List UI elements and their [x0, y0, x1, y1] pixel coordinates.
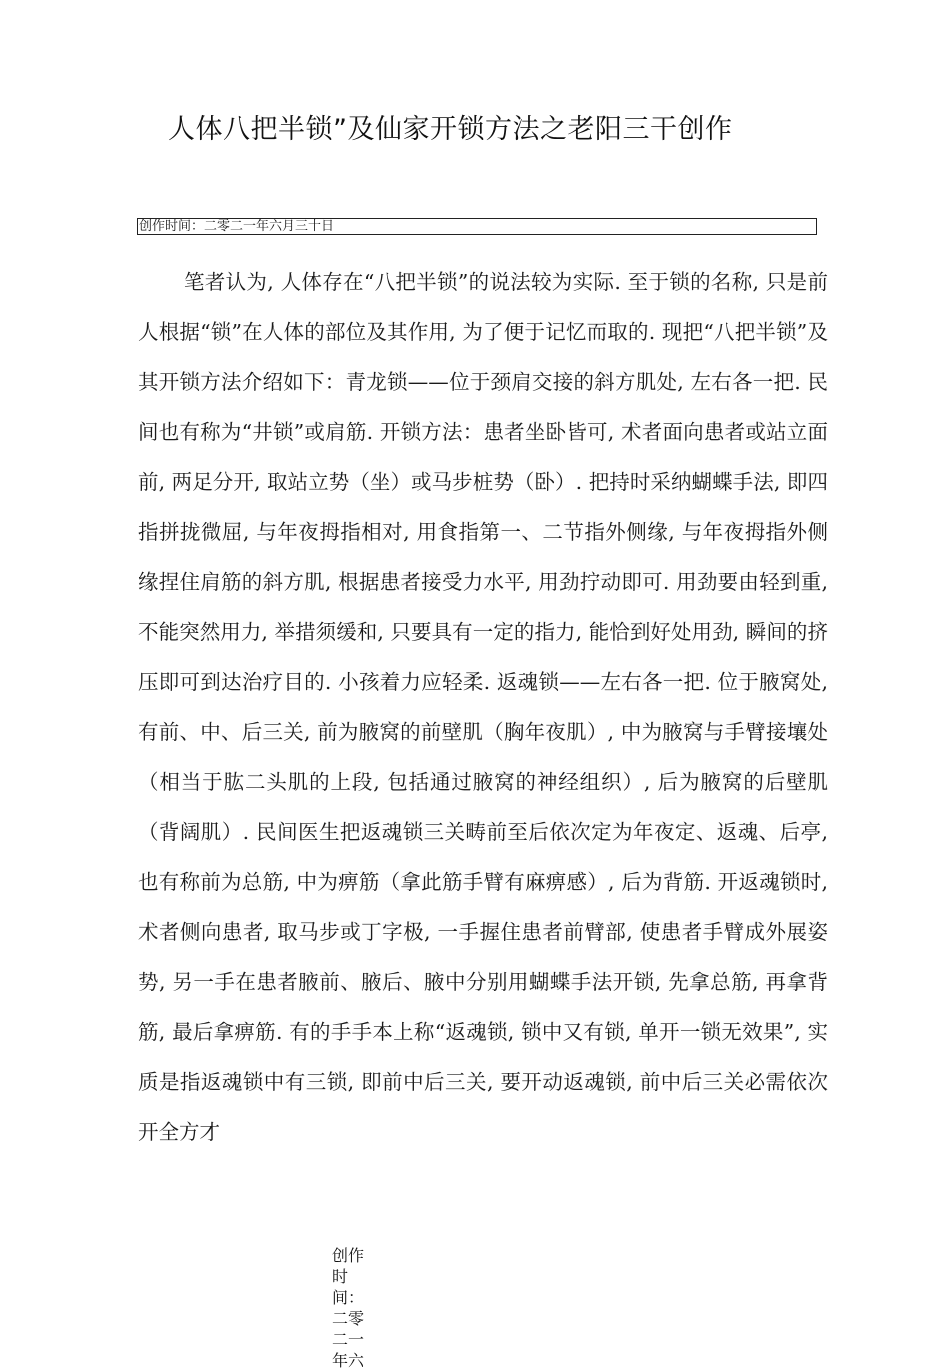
document-title: 人体八把半锁”及仙家开锁方法之老阳三干创作 [168, 114, 733, 145]
footer-date-stamp: 创作时间：二零二一年六 [332, 1246, 365, 1370]
body-paragraph: 笔者认为, 人体存在“八把半锁”的说法较为实际. 至于锁的名称, 只是前人根据“锁”在人体的部位及其作用, 为了便于记忆而取的. 现把“八把半锁”及其开锁方法介绍如下：青龙锁——位于颈肩交接的斜方肌处, 左右各一把. 民间也有称为“井锁”或肩筋. 开锁方法：患者坐卧皆可, 术者面向患者或站立面前, 两足分开, 取站立势（坐）或马步桩势（卧）. 把持时采纳蝴蝶手法, 即四指拼拢微屈, 与年夜拇指相对, 用食指第一、二节指外侧缘, 与年夜拇指外侧缘捏住肩筋的斜方肌, 根据患者接受力水平, 用劲拧动即可. 用劲要由轻到重, 不能突然用力, 举措须缓和, 只要具有一定的指力, 能恰到好处用劲, 瞬间的挤压即可到达治疗目的. 小孩着力应轻柔. 返魂锁——左右各一把. 位于腋窝处, 有前、中、后三关, 前为腋窝的前壁肌（胸年夜肌）, 中为腋窝与手臂接壤处（相当于肱二头肌的上段, 包括通过腋窝的神经组织）, 后为腋窝的后壁肌（背阔肌）. 民间医生把返魂锁三关畴前至后依次定为年夜定、返魂、后亭, 也有称前为总筋, 中为痹筋（拿此筋手臂有麻痹感）, 后为背筋. 开返魂锁时, 术者侧向患者, 取马步或丁字极, 一手握住患者前臂部, 使患者手臂成外展姿势, 另一手在患者腋前、腋后、腋中分别用蝴蝶手法开锁, 先拿总筋, 再拿背筋, 最后拿痹筋. 有的手手本上称“返魂锁, 锁中又有锁, 单开一锁无效果”, 实质是指返魂锁中有三锁, 即前中后三关, 要开动返魂锁, 前中后三关必需依次开全方才 [138, 270, 828, 1144]
creation-date-box: 创作时间：二零二一年六月三十日 [137, 218, 817, 235]
